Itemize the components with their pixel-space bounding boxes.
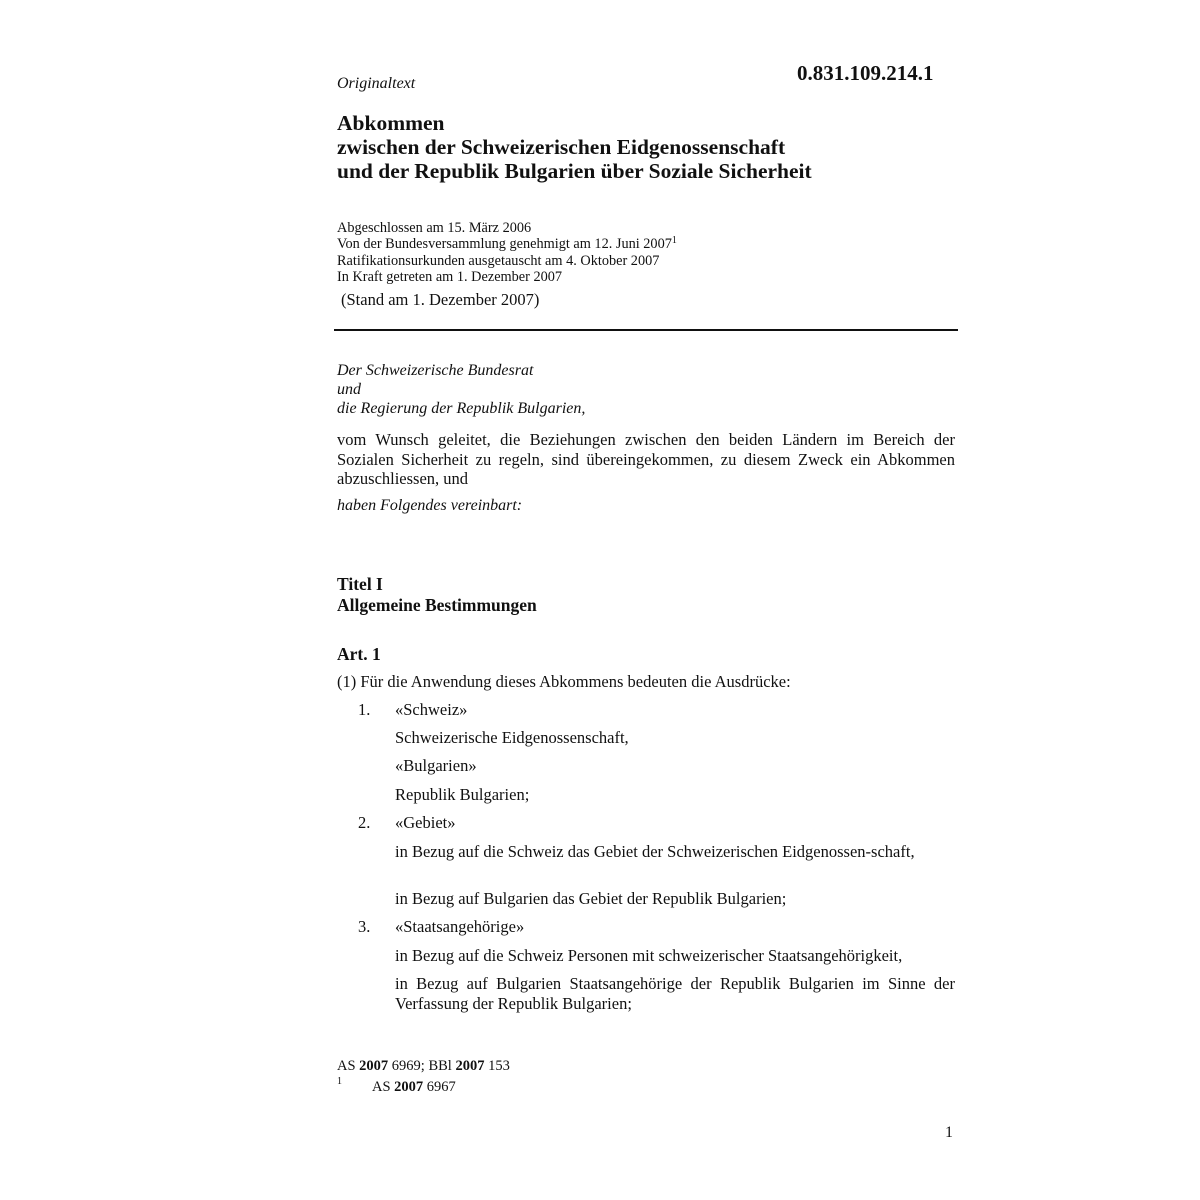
fn-prefix: AS xyxy=(372,1079,395,1095)
date-abgeschlossen: Abgeschlossen am 15. März 2006 xyxy=(337,220,532,236)
preamble-vereinbart: haben Folgendes vereinbart: xyxy=(337,497,523,514)
preamble-line-3: die Regierung der Republik Bulgarien, xyxy=(337,400,586,417)
fn-year: 2007 xyxy=(394,1079,424,1095)
list-item-number: 1. xyxy=(358,700,371,719)
footnote-text xyxy=(372,1079,456,1096)
date-genehmigt xyxy=(337,236,677,252)
titel-name: Allgemeine Bestimmungen xyxy=(337,595,537,615)
date-inkraft: In Kraft getreten am 1. Dezember 2007 xyxy=(337,268,563,285)
as-prefix: AS xyxy=(337,1058,360,1074)
preamble-wunsch: vom Wunsch geleitet, die Beziehungen zwischen den beiden Ländern im Bereich der Sozialen Sicherheit zu regeln, sind übereingekommen, zu diesem Zweck ein Abkommen abzuschliessen, und xyxy=(337,430,955,488)
list-item-definition: in Bezug auf Bulgarien das Gebiet der Republik Bulgarien; xyxy=(395,889,787,908)
as-year: 2007 xyxy=(359,1058,389,1074)
footnote-reference[interactable]: 1 xyxy=(671,235,677,247)
list-item-term: «Schweiz» xyxy=(395,700,468,719)
article-intro: (1) Für die Anwendung dieses Abkommens bedeuten die Ausdrücke: xyxy=(337,672,791,691)
article-heading: Art. 1 xyxy=(337,644,381,664)
title-line-3: und der Republik Bulgarien über Soziale Sicherheit xyxy=(337,159,812,183)
originaltext-label: Originaltext xyxy=(337,75,416,92)
footnote-mark: 1 xyxy=(337,1076,342,1087)
list-item-term: «Gebiet» xyxy=(395,813,456,832)
as-page: 6969; BBl xyxy=(388,1058,456,1074)
document-number: 0.831.109.214.1 xyxy=(797,61,934,85)
titel-heading xyxy=(337,574,537,616)
date-block xyxy=(337,220,677,285)
fn-page: 6967 xyxy=(423,1079,456,1095)
list-item-definition: Republik Bulgarien; xyxy=(395,785,530,804)
list-item-definition: in Bezug auf die Schweiz das Gebiet der Schweizerischen Eidgenossen-schaft, xyxy=(395,842,915,861)
list-item-definition: in Bezug auf die Schweiz Personen mit schweizerischer Staatsangehörigkeit, xyxy=(395,946,903,965)
bbl-page: 153 xyxy=(484,1058,510,1074)
title-line-1: Abkommen xyxy=(337,111,445,135)
title-line-2: zwischen der Schweizerischen Eidgenossenschaft xyxy=(337,135,786,159)
publication-reference xyxy=(337,1058,510,1075)
preamble-line-2: und xyxy=(337,381,361,398)
list-item-definition: in Bezug auf Bulgarien Staatsangehörige der Republik Bulgarien im Sinne der Verfassung der Republik Bulgarien; xyxy=(395,974,955,1013)
preamble-line-1: Der Schweizerische Bundesrat xyxy=(337,362,534,379)
date-ratifikation: Ratifikationsurkunden ausgetauscht am 4. Oktober 2007 xyxy=(337,252,660,269)
stand-date: (Stand am 1. Dezember 2007) xyxy=(341,290,540,309)
titel-number: Titel I xyxy=(337,574,383,594)
list-item-number: 3. xyxy=(358,917,371,936)
list-item-number: 2. xyxy=(358,813,371,832)
page-number: 1 xyxy=(945,1124,953,1141)
document-title xyxy=(337,111,812,183)
date-genehmigt-text: Von der Bundesversammlung genehmigt am 12. Juni 2007 xyxy=(337,236,672,253)
list-item-term: «Staatsangehörige» xyxy=(395,917,525,936)
list-item-term: «Bulgarien» xyxy=(395,756,477,775)
header-divider xyxy=(334,329,958,331)
preamble-parties xyxy=(337,361,585,418)
bbl-year: 2007 xyxy=(455,1058,485,1074)
list-item-definition: Schweizerische Eidgenossenschaft, xyxy=(395,728,629,747)
